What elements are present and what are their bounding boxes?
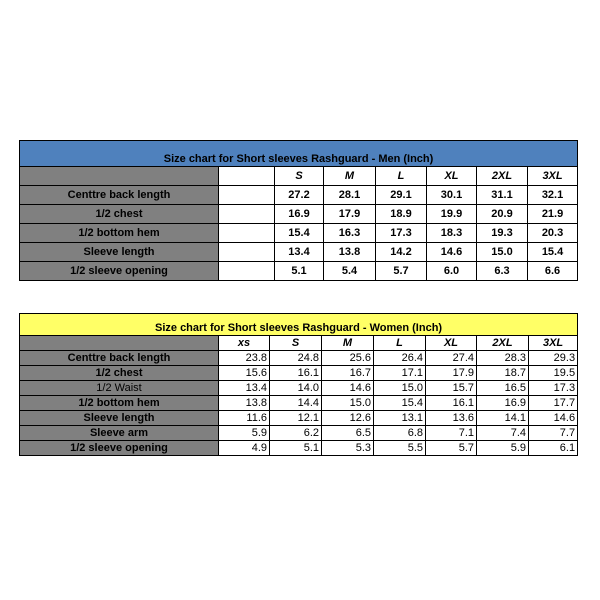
table-cell: 16.9: [477, 396, 529, 411]
men-size-header: 2XL: [477, 167, 528, 186]
row-label: 1/2 Waist: [20, 381, 219, 396]
table-cell: 17.7: [529, 396, 578, 411]
row-label: 1/2 chest: [20, 366, 219, 381]
table-cell: 20.3: [528, 224, 578, 243]
table-cell: 18.9: [376, 205, 427, 224]
table-cell: 30.1: [427, 186, 477, 205]
row-blank: [219, 243, 275, 262]
men-size-chart: [19, 140, 578, 281]
table-cell: 18.7: [477, 366, 529, 381]
men-size-header: XL: [427, 167, 477, 186]
table-cell: 6.1: [529, 441, 578, 456]
row-label: Sleeve length: [20, 243, 219, 262]
table-row: [20, 262, 578, 281]
table-cell: 25.6: [322, 351, 374, 366]
table-cell: 15.0: [374, 381, 426, 396]
table-cell: 5.1: [270, 441, 322, 456]
table-cell: 17.3: [529, 381, 578, 396]
table-cell: 13.4: [219, 381, 270, 396]
table-cell: 27.4: [426, 351, 477, 366]
table-cell: 17.3: [376, 224, 427, 243]
women-size-header: M: [322, 336, 374, 351]
table-cell: 13.1: [374, 411, 426, 426]
table-cell: 16.1: [270, 366, 322, 381]
table-cell: 13.8: [219, 396, 270, 411]
table-cell: 19.5: [529, 366, 578, 381]
table-cell: 14.0: [270, 381, 322, 396]
table-cell: 6.8: [374, 426, 426, 441]
table-cell: 14.2: [376, 243, 427, 262]
table-cell: 29.3: [529, 351, 578, 366]
table-row: [20, 396, 578, 411]
men-table-title: Size chart for Short sleeves Rashguard - Men (Inch): [20, 141, 578, 167]
table-cell: 6.2: [270, 426, 322, 441]
row-label: 1/2 sleeve opening: [20, 262, 219, 281]
table-cell: 12.6: [322, 411, 374, 426]
table-cell: 5.1: [275, 262, 324, 281]
table-cell: 4.9: [219, 441, 270, 456]
row-blank: [219, 224, 275, 243]
table-cell: 5.7: [426, 441, 477, 456]
table-cell: 7.7: [529, 426, 578, 441]
women-size-header: XL: [426, 336, 477, 351]
table-row: [20, 243, 578, 262]
table-cell: 21.9: [528, 205, 578, 224]
row-blank: [219, 186, 275, 205]
table-cell: 14.1: [477, 411, 529, 426]
table-row: [20, 205, 578, 224]
row-label: 1/2 chest: [20, 205, 219, 224]
table-cell: 32.1: [528, 186, 578, 205]
table-cell: 15.4: [374, 396, 426, 411]
table-cell: 23.8: [219, 351, 270, 366]
table-cell: 14.6: [322, 381, 374, 396]
table-cell: 12.1: [270, 411, 322, 426]
table-cell: 19.3: [477, 224, 528, 243]
table-row: [20, 381, 578, 396]
women-header-row: [20, 336, 578, 351]
men-title-row: [20, 141, 578, 167]
table-cell: 6.5: [322, 426, 374, 441]
table-cell: 31.1: [477, 186, 528, 205]
table-row: [20, 224, 578, 243]
table-cell: 27.2: [275, 186, 324, 205]
table-cell: 14.6: [529, 411, 578, 426]
table-cell: 15.7: [426, 381, 477, 396]
table-cell: 6.0: [427, 262, 477, 281]
women-size-chart: [19, 313, 578, 456]
table-cell: 11.6: [219, 411, 270, 426]
men-header-row: [20, 167, 578, 186]
table-cell: 5.5: [374, 441, 426, 456]
table-cell: 18.3: [427, 224, 477, 243]
table-cell: 16.3: [324, 224, 376, 243]
table-cell: 15.4: [275, 224, 324, 243]
table-cell: 13.8: [324, 243, 376, 262]
women-size-header: xs: [219, 336, 270, 351]
women-size-header: 3XL: [529, 336, 578, 351]
table-cell: 5.9: [219, 426, 270, 441]
table-cell: 15.4: [528, 243, 578, 262]
men-size-header: 3XL: [528, 167, 578, 186]
table-row: [20, 411, 578, 426]
table-cell: 17.9: [426, 366, 477, 381]
table-cell: 15.0: [477, 243, 528, 262]
table-row: [20, 426, 578, 441]
row-label: 1/2 bottom hem: [20, 224, 219, 243]
table-cell: 7.1: [426, 426, 477, 441]
men-size-header: L: [376, 167, 427, 186]
row-label: Sleeve length: [20, 411, 219, 426]
women-size-header: S: [270, 336, 322, 351]
table-cell: 13.4: [275, 243, 324, 262]
row-blank: [219, 262, 275, 281]
men-size-header: M: [324, 167, 376, 186]
table-cell: 17.1: [374, 366, 426, 381]
men-size-header: S: [275, 167, 324, 186]
table-cell: 28.3: [477, 351, 529, 366]
table-cell: 6.3: [477, 262, 528, 281]
row-label: Centtre back length: [20, 186, 219, 205]
row-blank: [219, 205, 275, 224]
men-header-blank-label: [20, 167, 219, 186]
table-cell: 16.5: [477, 381, 529, 396]
table-cell: 14.6: [427, 243, 477, 262]
table-cell: 14.4: [270, 396, 322, 411]
table-cell: 28.1: [324, 186, 376, 205]
women-title-row: [20, 314, 578, 336]
table-cell: 16.9: [275, 205, 324, 224]
table-row: [20, 351, 578, 366]
women-header-blank-label: [20, 336, 219, 351]
table-cell: 5.4: [324, 262, 376, 281]
table-cell: 17.9: [324, 205, 376, 224]
table-cell: 16.1: [426, 396, 477, 411]
table-cell: 19.9: [427, 205, 477, 224]
table-cell: 20.9: [477, 205, 528, 224]
women-table-title: Size chart for Short sleeves Rashguard - Women (Inch): [20, 314, 578, 336]
table-row: [20, 441, 578, 456]
women-size-header: 2XL: [477, 336, 529, 351]
table-cell: 6.6: [528, 262, 578, 281]
table-row: [20, 186, 578, 205]
table-cell: 15.0: [322, 396, 374, 411]
table-cell: 7.4: [477, 426, 529, 441]
row-label: 1/2 sleeve opening: [20, 441, 219, 456]
table-cell: 13.6: [426, 411, 477, 426]
table-cell: 24.8: [270, 351, 322, 366]
row-label: Centtre back length: [20, 351, 219, 366]
women-size-header: L: [374, 336, 426, 351]
table-cell: 26.4: [374, 351, 426, 366]
table-cell: 5.3: [322, 441, 374, 456]
table-cell: 29.1: [376, 186, 427, 205]
table-cell: 5.9: [477, 441, 529, 456]
men-header-blank: [219, 167, 275, 186]
table-cell: 16.7: [322, 366, 374, 381]
table-cell: 5.7: [376, 262, 427, 281]
table-row: [20, 366, 578, 381]
table-cell: 15.6: [219, 366, 270, 381]
row-label: Sleeve arm: [20, 426, 219, 441]
row-label: 1/2 bottom hem: [20, 396, 219, 411]
